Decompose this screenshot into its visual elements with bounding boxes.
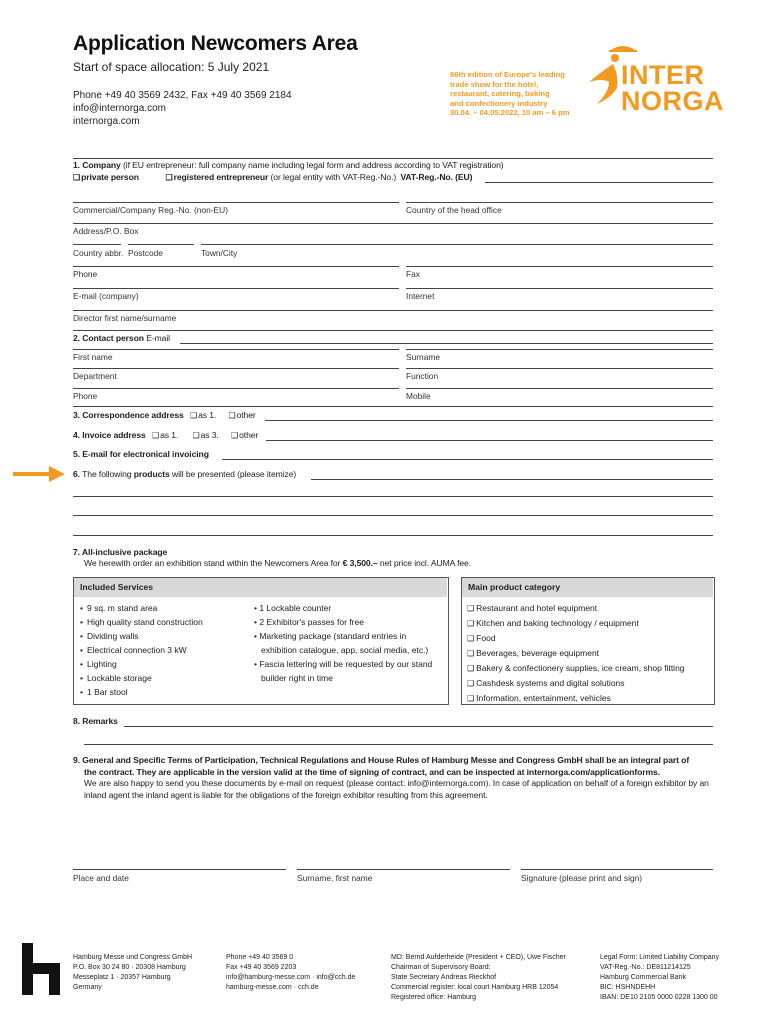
correspondence-as1-checkbox[interactable]: ❑ as 1. (190, 410, 216, 420)
country-abbr-input[interactable] (73, 244, 121, 245)
invoice-as3-checkbox[interactable]: ❑ as 3. (193, 430, 219, 440)
surname-label: Surname (406, 352, 440, 362)
signature-label: Signature (please print and sign) (521, 873, 643, 883)
list-item: • Lockable storage (80, 671, 203, 685)
director-label: Director first name/surname (73, 313, 177, 323)
category-checkbox-kitchen[interactable]: ❑ Kitchen and baking technology / equipment (467, 616, 685, 631)
category-checkbox-bakery[interactable]: ❑ Bakery & confectionery supplies, ice cream, shop fitting (467, 661, 685, 676)
address-input[interactable] (73, 223, 713, 224)
postcode-input[interactable] (128, 244, 194, 245)
signature-input[interactable] (521, 869, 713, 870)
section-3-heading: 3. Correspondence address ❑ as 1. ❑ other (73, 410, 256, 421)
postcode-label: Postcode (128, 248, 163, 258)
list-item: • Lighting (80, 657, 203, 671)
contact-web[interactable]: internorga.com (73, 116, 140, 127)
list-item: • 9 sq. m stand area (80, 601, 203, 615)
remarks-input-line-1[interactable] (124, 726, 713, 727)
vat-input[interactable] (485, 182, 713, 183)
divider (73, 330, 713, 331)
internorga-logo (583, 38, 743, 128)
products-input-line-2[interactable] (73, 496, 713, 497)
private-person-checkbox[interactable]: ❑ private person (73, 172, 139, 182)
products-input-line-4[interactable] (73, 535, 713, 536)
list-item: builder right in time (261, 673, 333, 683)
contact-block (73, 89, 292, 128)
category-checkbox-food[interactable]: ❑ Food (467, 631, 685, 646)
section-5-heading: 5. E-mail for electronical invoicing (73, 449, 209, 459)
fax-label: Fax (406, 269, 420, 279)
services-list-col2 (254, 601, 432, 685)
phone-label: Phone (73, 269, 98, 279)
correspondence-other-checkbox[interactable]: ❑ other (229, 410, 256, 420)
surname-firstname-label: Surname, first name (297, 873, 373, 883)
town-input[interactable] (201, 244, 713, 245)
category-list (467, 601, 685, 706)
category-checkbox-restaurant[interactable]: ❑ Restaurant and hotel equipment (467, 601, 685, 616)
function-input[interactable] (406, 368, 713, 369)
section-6-heading: 6. The following products will be presented (please itemize) (73, 469, 297, 479)
list-item: • 1 Lockable counter (254, 603, 332, 613)
list-item: • Fascia lettering will be requested by our stand (254, 659, 433, 669)
company-email-label: E-mail (company) (73, 291, 139, 301)
department-input[interactable] (73, 368, 399, 369)
contact-email[interactable]: info@internorga.com (73, 103, 166, 114)
contact-email-input[interactable] (180, 343, 713, 344)
list-item: • High quality stand construction (80, 615, 203, 629)
list-item: • Dividing walls (80, 629, 203, 643)
list-item: exhibition catalogue, app, social media, etc.) (261, 645, 429, 655)
department-label: Department (73, 371, 117, 381)
commercial-reg-input[interactable] (73, 202, 399, 203)
category-checkbox-cashdesk[interactable]: ❑ Cashdesk systems and digital solutions (467, 676, 685, 691)
phone-input[interactable] (73, 266, 399, 267)
category-checkbox-information[interactable]: ❑ Information, entertainment, vehicles (467, 691, 685, 706)
products-input-line-1[interactable] (311, 479, 713, 480)
section-4-heading: 4. Invoice address ❑ as 1. ❑ as 3. ❑ other (73, 430, 258, 441)
first-name-label: First name (73, 352, 113, 362)
first-name-input[interactable] (73, 349, 399, 350)
correspondence-other-input[interactable] (265, 420, 713, 421)
page-title: Application Newcomers Area (73, 32, 358, 55)
mobile-label: Mobile (406, 391, 431, 401)
list-item: • Marketing package (standard entries in (254, 631, 407, 641)
place-date-input[interactable] (73, 869, 286, 870)
package-order-text: We herewith order an exhibition stand within the Newcomers Area for € 3,500.– net price incl. AUMA fee. (84, 558, 472, 568)
fax-input[interactable] (406, 266, 713, 267)
commercial-reg-label: Commercial/Company Reg.-No. (non-EU) (73, 205, 228, 215)
divider (73, 406, 713, 407)
mobile-input[interactable] (406, 388, 713, 389)
invoice-as1-checkbox[interactable]: ❑ as 1. (152, 430, 178, 440)
logo-text: INTER NORGA (621, 60, 724, 116)
internet-input[interactable] (406, 288, 713, 289)
footer-contact: Phone +49 40 3569 0 Fax +49 40 3569 2203 info@hamburg-messe.com · info@cch.de hamburg-messe.com · cch.de (226, 954, 356, 991)
section-8-heading: 8. Remarks (73, 716, 118, 726)
hamburg-messe-logo-icon (22, 943, 60, 995)
internet-label: Internet (406, 291, 435, 301)
country-head-label: Country of the head office (406, 205, 502, 215)
terms-text: 9. General and Specific Terms of Participation, Technical Regulations and House Rules of Hamburg Messe and Congress GmbH shall be an integral part of the contract. They are applicable in the version valid at the time of signing of contract, and can be inspected at internorga.com/applicationforms. We are also happy to send you these documents by e-mail on request (please contact: info@internorga.com). In case of application on behalf of a foreign exhibitor by an inland agent the inland agent is liable for the obligations of the foreign exhibitor resulting from this agreement. (73, 755, 709, 800)
invoice-other-input[interactable] (266, 440, 713, 441)
list-item: • 1 Bar stool (80, 685, 203, 699)
arrow-right-icon (13, 465, 65, 483)
company-type-options: ❑ private person ❑ registered entrepreneur (or legal entity with VAT-Reg.-No.) VAT-Reg.-No. (EU) (73, 172, 472, 183)
divider (73, 158, 713, 159)
function-label: Function (406, 371, 439, 381)
list-item: • Electrical connection 3 kW (80, 643, 203, 657)
contact-phone-input[interactable] (73, 388, 399, 389)
product-category-header: Main product category (462, 578, 713, 597)
section-7-heading: 7. All-inclusive package (73, 547, 168, 557)
director-input[interactable] (73, 310, 713, 311)
footer-management: MD: Bernd Aufderheide (President + CEO), Uwe Fischer Chairman of Supervisory Board: State Secretary Andreas Rieckhof Commercial register: local court Hamburg HRB 12054 Registered office: Hamburg (391, 954, 566, 1001)
products-input-line-3[interactable] (73, 515, 713, 516)
einvoice-email-input[interactable] (222, 459, 713, 460)
country-head-input[interactable] (406, 202, 713, 203)
registered-entrepreneur-checkbox[interactable]: ❑ registered entrepreneur (166, 172, 269, 182)
services-list-col1 (80, 601, 203, 699)
subtitle: Start of space allocation: 5 July 2021 (73, 60, 270, 74)
footer-company: Hamburg Messe und Congress GmbH P.O. Box 30 24 80 · 20308 Hamburg Messeplatz 1 · 20357 Hamburg Germany (73, 954, 193, 991)
contact-phone-label: Phone (73, 391, 98, 401)
town-label: Town/City (201, 248, 238, 258)
contact-phone: Phone +49 40 3569 2432, Fax +49 40 3569 2184 (73, 90, 292, 101)
place-date-label: Place and date (73, 873, 129, 883)
remarks-input-line-2[interactable] (84, 744, 713, 745)
surname-firstname-input[interactable] (297, 869, 510, 870)
invoice-other-checkbox[interactable]: ❑ other (231, 430, 258, 440)
section-1-heading: 1. Company (if EU entrepreneur: full company name including legal form and address according to VAT registration) (73, 160, 504, 170)
category-checkbox-beverages[interactable]: ❑ Beverages, beverage equipment (467, 646, 685, 661)
country-abbr-label: Country abbr. (73, 248, 124, 258)
address-label: Address/P.O. Box (73, 226, 139, 236)
tagline: 96th edition of Europe's leading trade show for the hotel, restaurant, catering, baking and confectionery industry 30.04. – 04.05.2022, 10 am – 6 pm (450, 70, 570, 118)
section-2-heading: 2. Contact person E-mail (73, 333, 170, 343)
surname-input[interactable] (406, 349, 713, 350)
footer-legal: Legal Form: Limited Liability Company VAT-Reg.-No.: DE811214125 Hamburg Commercial Bank BIC: HSHNDEHH IBAN: DE10 2105 0000 0228 1300 00 (600, 954, 720, 1001)
company-email-input[interactable] (73, 288, 399, 289)
list-item: • 2 Exhibitor's passes for free (254, 617, 364, 627)
included-services-header: Included Services (74, 578, 447, 597)
